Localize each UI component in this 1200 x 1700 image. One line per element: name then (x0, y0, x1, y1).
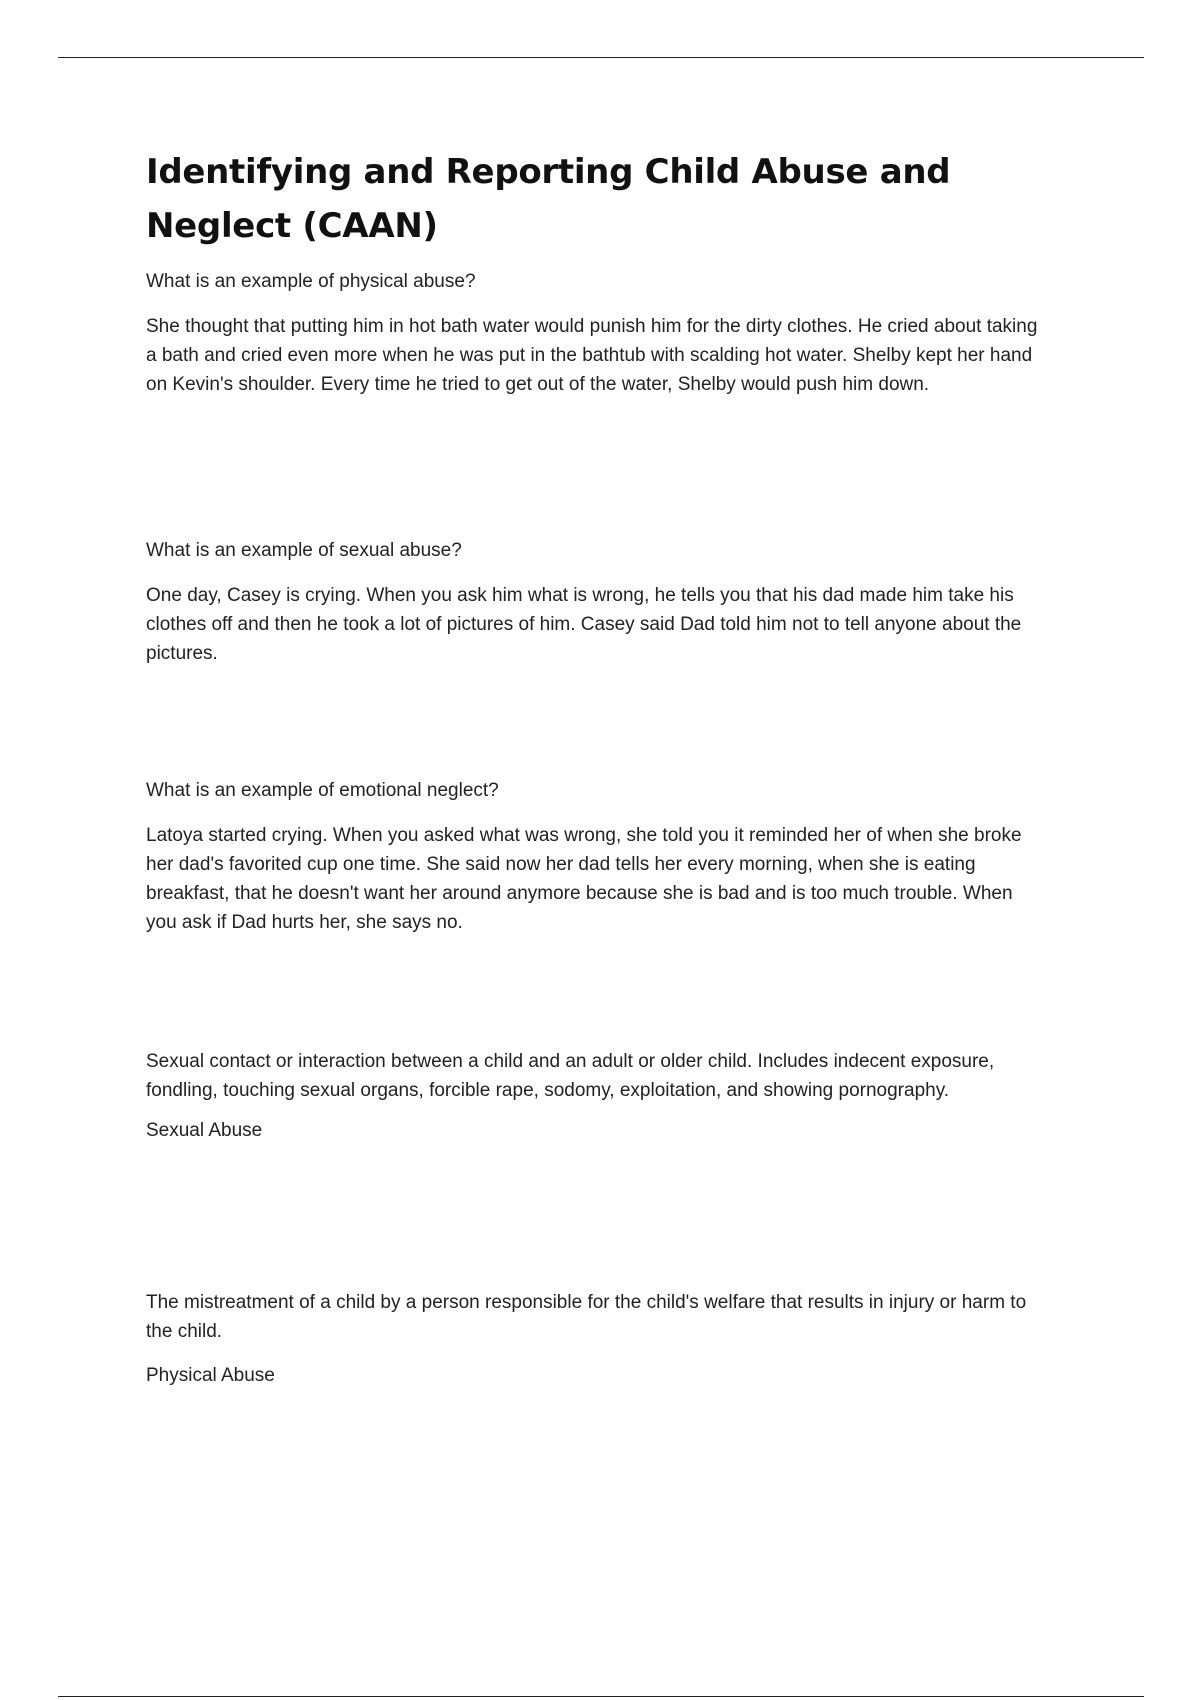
page-title: Identifying and Reporting Child Abuse and Neglect (CAAN) (146, 152, 951, 246)
card-question: What is an example of sexual abuse? (146, 540, 462, 561)
bottom-divider (58, 1696, 1144, 1697)
card-answer: Sexual Abuse (146, 1120, 263, 1141)
card-question: What is an example of emotional neglect? (146, 780, 499, 801)
card-answer: Physical Abuse (146, 1365, 275, 1386)
flashcard (146, 1047, 1046, 1145)
flashcard (146, 777, 1046, 937)
top-divider (58, 57, 1144, 58)
flashcard (146, 1288, 1046, 1390)
card-answer: Latoya started crying. When you asked what was wrong, she told you it reminded her of when she broke her dad's favorited cup one time. She said now her dad tells her every morning, when she is eating breakfast, that he doesn't want her around anymore because she is bad and is too much trouble. When you ask if Dad hurts her, she says no. (146, 825, 1022, 933)
card-question: Sexual contact or interaction between a child and an adult or older child. Includes indecent exposure, fondling, touching sexual organs, forcible rape, sodomy, exploitation, and showing pornography. (146, 1051, 995, 1101)
card-answer: She thought that putting him in hot bath water would punish him for the dirty clothes. He cried about taking a bath and cried even more when he was put in the bathtub with scalding hot water. Shelby kept her hand on Kevin's shoulder. Every time he tried to get out of the water, Shelby would push him down. (146, 316, 1038, 395)
card-answer: One day, Casey is crying. When you ask him what is wrong, he tells you that his dad made him take his clothes off and then he took a lot of pictures of him. Casey said Dad told him not to tell anyone about the pictures. (146, 585, 1022, 664)
card-question: The mistreatment of a child by a person responsible for the child's welfare that results in injury or harm to the child. (146, 1292, 1027, 1342)
flashcard (146, 537, 1046, 668)
flashcard (146, 268, 1046, 399)
card-question: What is an example of physical abuse? (146, 271, 476, 292)
